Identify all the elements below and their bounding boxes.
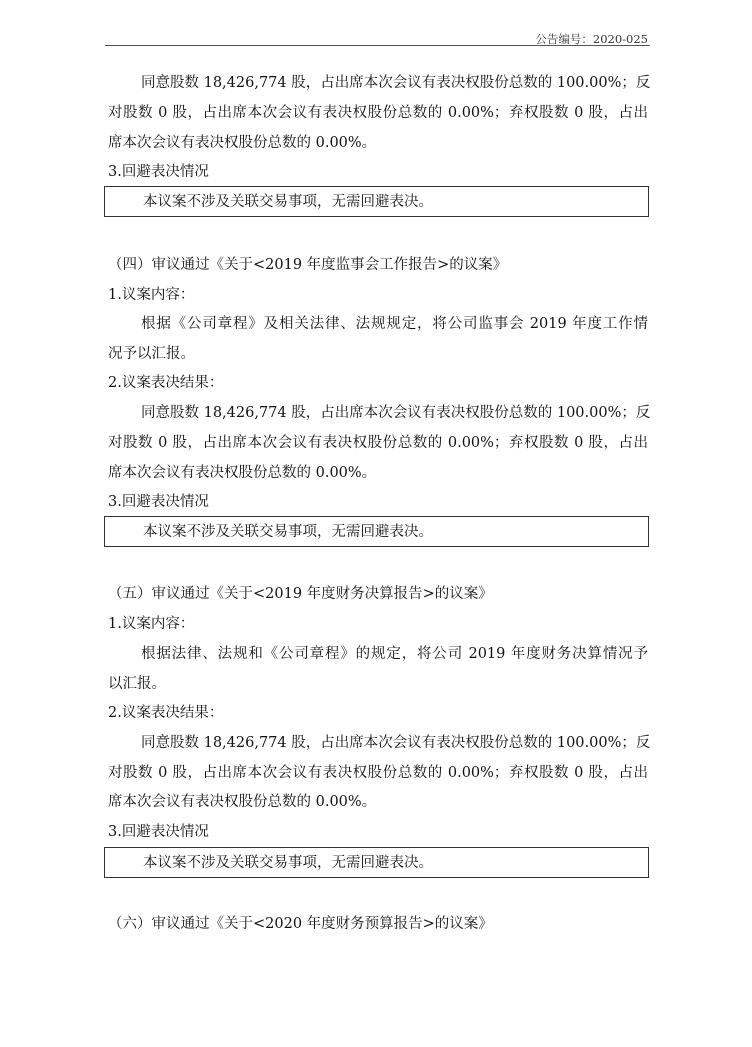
section-title: （六）审议通过《关于<2020 年度财务预算报告>的议案》 bbox=[108, 916, 493, 932]
avoid-box bbox=[104, 516, 649, 547]
content-heading: 1.议案内容： bbox=[108, 616, 195, 632]
vote-line: 同意股数 18,426,774 股，占出席本次会议有表决权股份总数的 100.00%；反 bbox=[141, 405, 651, 421]
vote-line: 席本次会议有表决权股份总数的 0.00%。 bbox=[108, 794, 377, 810]
avoid-box bbox=[104, 847, 649, 878]
section-title: （五）审议通过《关于<2019 年度财务决算报告>的议案》 bbox=[108, 586, 493, 602]
vote-line: 同意股数 18,426,774 股，占出席本次会议有表决权股份总数的 100.00%；反 bbox=[141, 735, 651, 751]
vote-line: 席本次会议有表决权股份总数的 0.00%。 bbox=[108, 135, 377, 151]
vote-line: 对股数 0 股，占出席本次会议有表决权股份总数的 0.00%；弃权股数 0 股，占出 bbox=[108, 105, 648, 121]
vote-line: 席本次会议有表决权股份总数的 0.00%。 bbox=[108, 465, 377, 481]
content-heading: 1.议案内容： bbox=[108, 287, 195, 303]
result-heading: 2.议案表决结果： bbox=[108, 705, 224, 721]
content-line: 以汇报。 bbox=[108, 676, 166, 692]
avoid-box bbox=[104, 186, 649, 217]
avoid-heading: 3.回避表决情况 bbox=[108, 824, 209, 840]
vote-line: 同意股数 18,426,774 股，占出席本次会议有表决权股份总数的 100.00%；反 bbox=[141, 75, 651, 91]
content-line: 根据《公司章程》及相关法律、法规规定，将公司监事会 2019 年度工作情 bbox=[141, 316, 648, 332]
content-line: 况予以汇报。 bbox=[108, 346, 195, 362]
announcement-number: 公告编号：2020-025 bbox=[535, 32, 648, 46]
avoid-text: 本议案不涉及关联交易事项，无需回避表决。 bbox=[143, 194, 433, 210]
section-title: （四）审议通过《关于<2019 年度监事会工作报告>的议案》 bbox=[108, 257, 508, 273]
avoid-heading: 3.回避表决情况 bbox=[108, 494, 209, 510]
content-line: 根据法律、法规和《公司章程》的规定，将公司 2019 年度财务决算情况予 bbox=[141, 646, 648, 662]
vote-line: 对股数 0 股，占出席本次会议有表决权股份总数的 0.00%；弃权股数 0 股，占出 bbox=[108, 435, 648, 451]
avoid-heading: 3.回避表决情况 bbox=[108, 164, 209, 180]
header-divider bbox=[105, 45, 650, 46]
avoid-text: 本议案不涉及关联交易事项，无需回避表决。 bbox=[143, 855, 433, 871]
avoid-text: 本议案不涉及关联交易事项，无需回避表决。 bbox=[143, 524, 433, 540]
result-heading: 2.议案表决结果： bbox=[108, 375, 224, 391]
vote-line: 对股数 0 股，占出席本次会议有表决权股份总数的 0.00%；弃权股数 0 股，占出 bbox=[108, 765, 648, 781]
